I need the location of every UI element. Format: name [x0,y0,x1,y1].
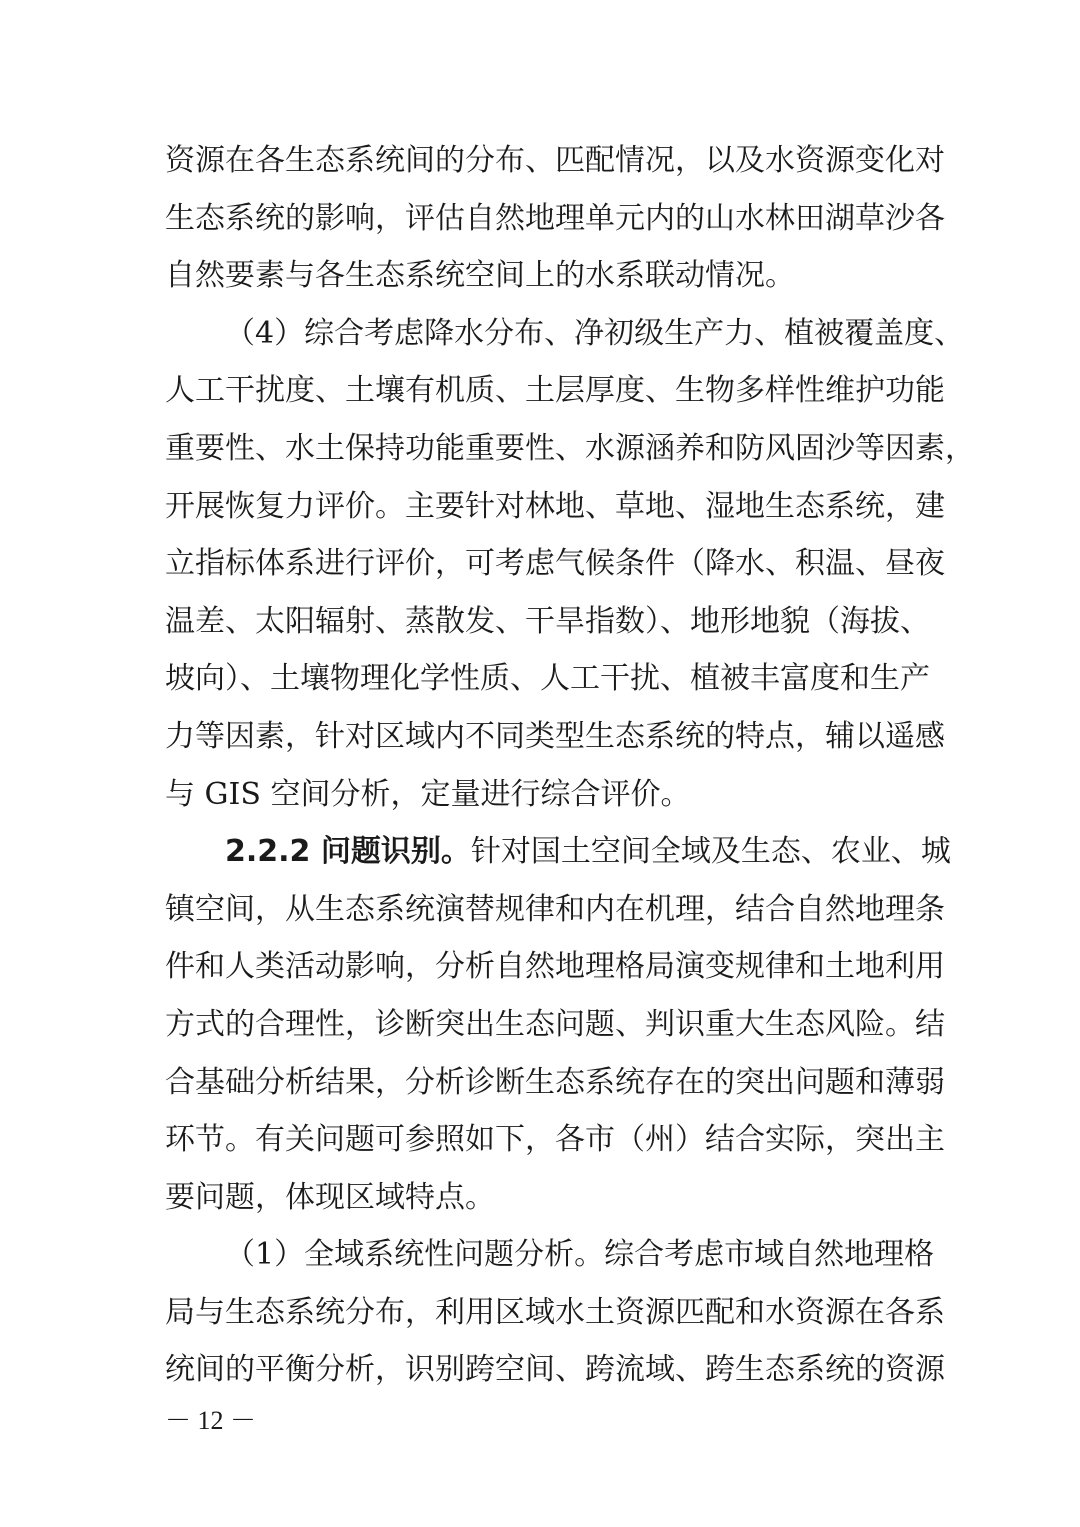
text-line: 与 GIS 空间分析，定量进行综合评价。 [165,776,691,812]
body-text [165,132,975,1399]
text-line: 方式的合理性，诊断突出生态问题、判识重大生态风险。结 [165,1006,945,1042]
text-line: 要问题，体现区域特点。 [165,1179,495,1215]
text-line: 重要性、水土保持功能重要性、水源涵养和防风固沙等因素， [165,430,975,466]
heading-line [165,823,951,881]
text-line: 局与生态系统分布，利用区域水土资源匹配和水资源在各系 [165,1294,945,1330]
text-line: 立指标体系进行评价，可考虑气候条件（降水、积温、昼夜 [165,546,945,582]
text-line: 合基础分析结果，分析诊断生态系统存在的突出问题和薄弱 [165,1064,945,1100]
text-line: 开展恢复力评价。主要针对林地、草地、湿地生态系统，建 [165,488,945,524]
text-line: 件和人类活动影响，分析自然地理格局演变规律和土地利用 [165,949,945,985]
heading-line-text: 针对国土空间全域及生态、农业、城 [470,834,951,870]
text-line: 镇空间，从生态系统演替规律和内在机理，结合自然地理条 [165,891,945,927]
section-heading: 2.2.2 问题识别。 [225,834,471,870]
text-line: （1）全域系统性问题分析。综合考虑市域自然地理格 [225,1237,935,1273]
text-line: （4）综合考虑降水分布、净初级生产力、植被覆盖度、 [225,315,965,351]
page-number: － 12 － [165,1406,257,1435]
text-line: 统间的平衡分析，识别跨空间、跨流域、跨生态系统的资源 [165,1352,945,1388]
text-line: 自然要素与各生态系统空间上的水系联动情况。 [165,258,795,294]
text-line: 人工干扰度、土壤有机质、土层厚度、生物多样性维护功能 [165,373,945,409]
text-line: 生态系统的影响，评估自然地理单元内的山水林田湖草沙各 [165,200,945,236]
text-line: 资源在各生态系统间的分布、匹配情况，以及水资源变化对 [165,143,945,178]
text-line: 力等因素，针对区域内不同类型生态系统的特点，辅以遥感 [165,718,945,754]
text-line: 温差、太阳辐射、蒸散发、干旱指数）、地形地貌（海拔、 [165,603,930,639]
text-line: 坡向）、土壤物理化学性质、人工干扰、植被丰富度和生产 [165,661,930,697]
text-line: 环节。有关问题可参照如下，各市（州）结合实际，突出主 [165,1122,945,1158]
